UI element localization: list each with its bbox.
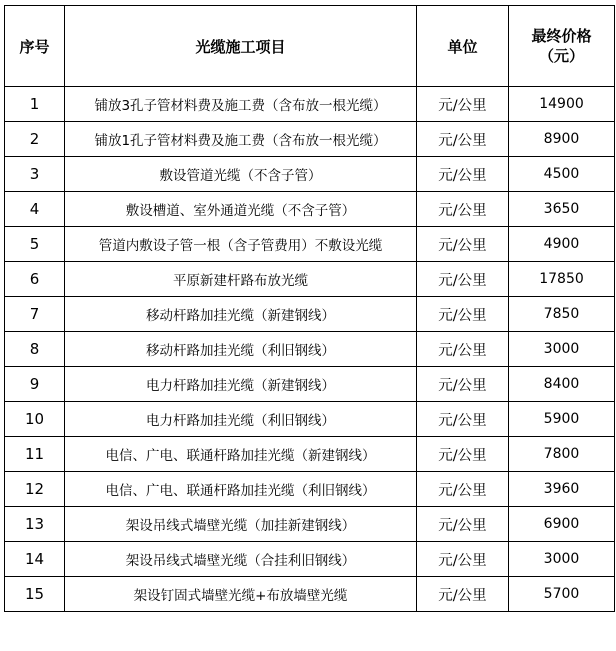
cell-price: 3650 bbox=[509, 192, 615, 227]
cell-project: 架设吊线式墙壁光缆（加挂新建钢线） bbox=[65, 507, 417, 542]
cell-unit: 元/公里 bbox=[417, 367, 509, 402]
cell-unit: 元/公里 bbox=[417, 192, 509, 227]
cell-price: 3000 bbox=[509, 332, 615, 367]
cell-price: 3000 bbox=[509, 542, 615, 577]
price-table-container bbox=[4, 5, 614, 612]
cell-price: 7850 bbox=[509, 297, 615, 332]
cell-seq: 8 bbox=[5, 332, 65, 367]
table-row bbox=[5, 297, 615, 332]
cell-seq: 7 bbox=[5, 297, 65, 332]
cell-seq: 5 bbox=[5, 227, 65, 262]
cell-unit: 元/公里 bbox=[417, 227, 509, 262]
cell-unit: 元/公里 bbox=[417, 87, 509, 122]
table-row bbox=[5, 122, 615, 157]
cell-project: 电力杆路加挂光缆（新建钢线） bbox=[65, 367, 417, 402]
cell-price: 5900 bbox=[509, 402, 615, 437]
cell-unit: 元/公里 bbox=[417, 297, 509, 332]
table-row bbox=[5, 437, 615, 472]
cell-seq: 12 bbox=[5, 472, 65, 507]
cell-unit: 元/公里 bbox=[417, 472, 509, 507]
table-row bbox=[5, 262, 615, 297]
table-row bbox=[5, 542, 615, 577]
header-unit: 单位 bbox=[417, 6, 509, 87]
header-price-line1: 最终价格 bbox=[531, 27, 592, 45]
header-price-line2: （元） bbox=[538, 47, 584, 65]
table-row bbox=[5, 192, 615, 227]
cell-price: 4500 bbox=[509, 157, 615, 192]
header-price bbox=[509, 6, 615, 87]
cell-unit: 元/公里 bbox=[417, 577, 509, 612]
cell-price: 3960 bbox=[509, 472, 615, 507]
cell-price: 6900 bbox=[509, 507, 615, 542]
cell-project: 铺放3孔子管材料费及施工费（含布放一根光缆） bbox=[65, 87, 417, 122]
cell-unit: 元/公里 bbox=[417, 402, 509, 437]
cell-project: 电力杆路加挂光缆（利旧钢线） bbox=[65, 402, 417, 437]
header-seq: 序号 bbox=[5, 6, 65, 87]
cell-price: 17850 bbox=[509, 262, 615, 297]
cell-seq: 6 bbox=[5, 262, 65, 297]
cell-unit: 元/公里 bbox=[417, 507, 509, 542]
cell-price: 8400 bbox=[509, 367, 615, 402]
cell-unit: 元/公里 bbox=[417, 332, 509, 367]
cell-unit: 元/公里 bbox=[417, 262, 509, 297]
cell-unit: 元/公里 bbox=[417, 157, 509, 192]
table-row bbox=[5, 367, 615, 402]
cell-project: 架设吊线式墙壁光缆（合挂利旧钢线） bbox=[65, 542, 417, 577]
table-row bbox=[5, 577, 615, 612]
cell-seq: 3 bbox=[5, 157, 65, 192]
table-row bbox=[5, 157, 615, 192]
cell-project: 铺放1孔子管材料费及施工费（含布放一根光缆） bbox=[65, 122, 417, 157]
cell-seq: 9 bbox=[5, 367, 65, 402]
cell-seq: 1 bbox=[5, 87, 65, 122]
cell-project: 管道内敷设子管一根（含子管费用）不敷设光缆 bbox=[65, 227, 417, 262]
table-row bbox=[5, 227, 615, 262]
table-row bbox=[5, 507, 615, 542]
cell-project: 电信、广电、联通杆路加挂光缆（利旧钢线） bbox=[65, 472, 417, 507]
cell-seq: 14 bbox=[5, 542, 65, 577]
table-row bbox=[5, 332, 615, 367]
cell-price: 4900 bbox=[509, 227, 615, 262]
cell-seq: 11 bbox=[5, 437, 65, 472]
cell-seq: 13 bbox=[5, 507, 65, 542]
cell-seq: 15 bbox=[5, 577, 65, 612]
cell-project: 平原新建杆路布放光缆 bbox=[65, 262, 417, 297]
cell-seq: 2 bbox=[5, 122, 65, 157]
cell-project: 电信、广电、联通杆路加挂光缆（新建钢线） bbox=[65, 437, 417, 472]
cell-project: 移动杆路加挂光缆（利旧钢线） bbox=[65, 332, 417, 367]
cable-construction-price-table bbox=[4, 5, 615, 612]
cell-project: 架设钉固式墙壁光缆+布放墙壁光缆 bbox=[65, 577, 417, 612]
header-project: 光缆施工项目 bbox=[65, 6, 417, 87]
table-row bbox=[5, 402, 615, 437]
table-row bbox=[5, 472, 615, 507]
table-header-row bbox=[5, 6, 615, 87]
cell-unit: 元/公里 bbox=[417, 122, 509, 157]
table-row bbox=[5, 87, 615, 122]
cell-price: 5700 bbox=[509, 577, 615, 612]
cell-seq: 4 bbox=[5, 192, 65, 227]
cell-price: 7800 bbox=[509, 437, 615, 472]
cell-project: 敷设管道光缆（不含子管） bbox=[65, 157, 417, 192]
cell-project: 敷设槽道、室外通道光缆（不含子管） bbox=[65, 192, 417, 227]
cell-price: 8900 bbox=[509, 122, 615, 157]
cell-seq: 10 bbox=[5, 402, 65, 437]
cell-price: 14900 bbox=[509, 87, 615, 122]
table-body bbox=[5, 87, 615, 612]
cell-unit: 元/公里 bbox=[417, 437, 509, 472]
cell-unit: 元/公里 bbox=[417, 542, 509, 577]
cell-project: 移动杆路加挂光缆（新建钢线） bbox=[65, 297, 417, 332]
